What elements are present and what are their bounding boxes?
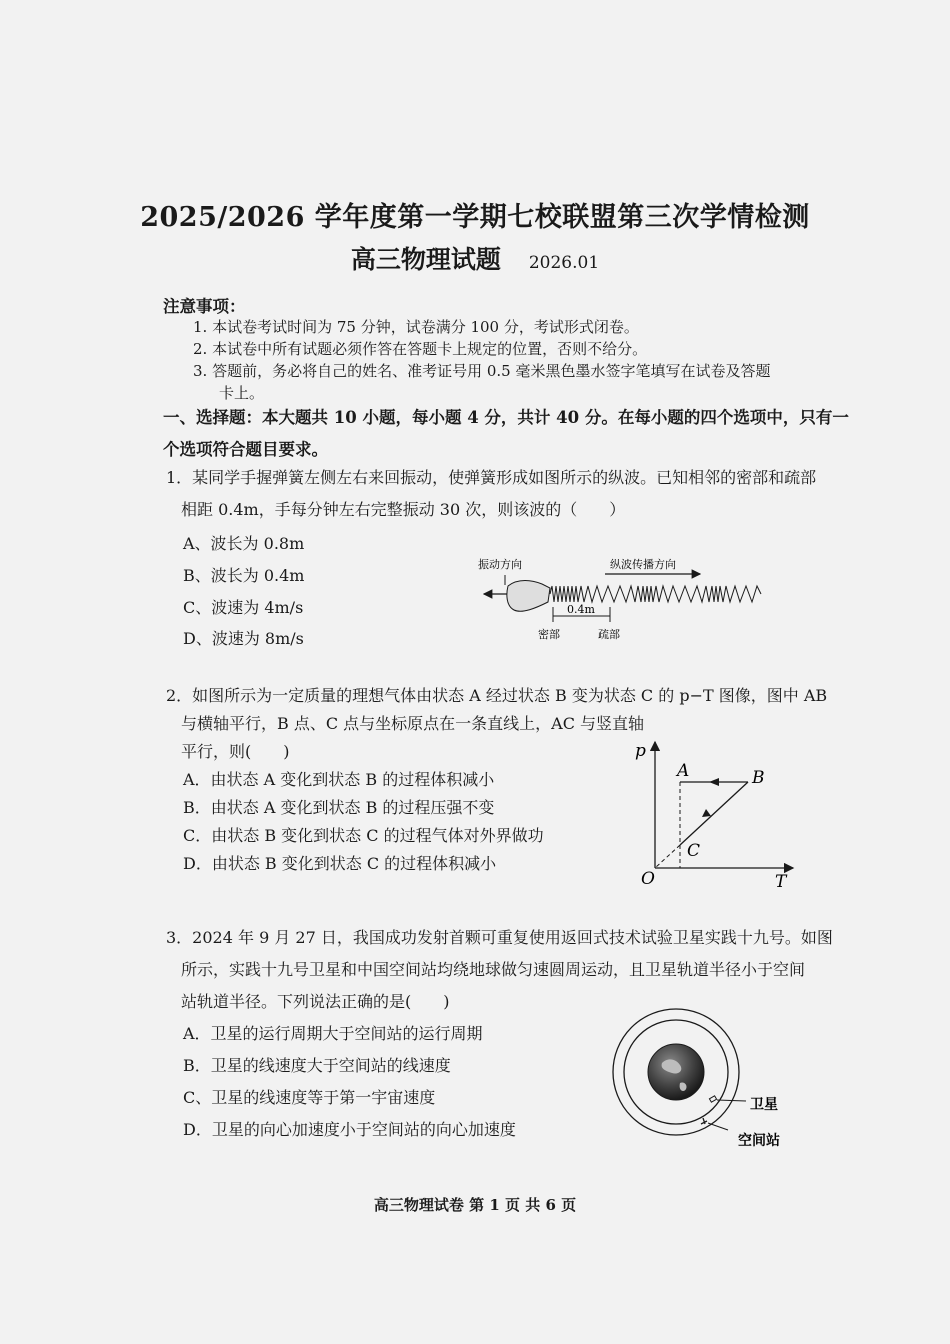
satellite-pointer [717,1100,746,1101]
station-label: 空间站 [738,1133,780,1149]
spring-coil [550,586,761,602]
notice-item: 2. 本试卷中所有试题必须作答在答题卡上规定的位置，否则不给分。 [193,340,648,358]
q1-option-a: A、波长为 0.8m [183,534,305,553]
distance-label: 0.4m [567,603,595,616]
t-axis-label: T [775,872,787,892]
section-heading-cont: 个选项符合题目要求。 [163,440,328,459]
q2-option-b: B．由状态 A 变化到状态 B 的过程压强不变 [183,798,495,817]
notice-item: 1. 本试卷考试时间为 75 分钟，试卷满分 100 分，考试形式闭卷。 [193,318,639,336]
q3-option-b: B．卫星的线速度大于空间站的线速度 [183,1056,451,1075]
q2-pt-graph [625,730,800,895]
q1-option-c: C、波速为 4m/s [183,598,304,617]
q1-option-b: B、波长为 0.4m [183,566,305,585]
space-station-icon [701,1118,707,1124]
point-c-label: C [687,841,701,861]
q1-spring-figure [470,550,780,650]
q3-stem: 3．2024 年 9 月 27 日，我国成功发射首颗可重复使用返回式技术试验卫星实践十九号。如图 [166,928,833,947]
exam-date: 2026.01 [528,253,600,273]
q1-option-d: D、波速为 8m/s [183,629,304,648]
q3-stem-cont: 所示，实践十九号卫星和中国空间站均绕地球做匀速圆周运动，且卫星轨道半径小于空间 [181,960,806,979]
dashed-co [655,845,680,868]
q1-stem: 1．某同学手握弹簧左侧左右来回振动，使弹簧形成如图所示的纵波。已知相邻的密部和疏部 [166,468,817,487]
q3-orbit-figure [610,1005,800,1155]
satellite-label: 卫星 [750,1097,778,1113]
sparse-label: 疏部 [598,628,620,641]
q3-option-c: C、卫星的线速度等于第一宇宙速度 [183,1088,436,1107]
subject-title: 高三物理试题 [350,245,501,274]
q2-stem-cont: 与横轴平行，B 点、C 点与坐标原点在一条直线上，AC 与竖直轴 [181,714,645,733]
origin-label: O [641,869,655,889]
vibration-direction-label: 振动方向 [478,558,522,571]
point-b-label: B [752,768,765,788]
hand-icon [507,581,550,612]
q2-option-d: D．由状态 B 变化到状态 C 的过程体积减小 [183,854,497,873]
segment-bc [680,782,748,845]
p-axis-label: p [635,741,646,761]
station-pointer [708,1123,728,1130]
exam-subtitle [0,240,950,276]
q3-stem-cont: 站轨道半径。下列说法正确的是( ) [181,992,450,1011]
q2-stem: 2．如图所示为一定质量的理想气体由状态 A 经过状态 B 变为状态 C 的 p−T 图像，图中 AB [166,686,828,705]
q2-option-c: C．由状态 B 变化到状态 C 的过程气体对外界做功 [183,826,544,845]
q3-option-d: D．卫星的向心加速度小于空间站的向心加速度 [183,1120,516,1139]
bc-arrow [702,809,711,817]
propagation-direction-label: 纵波传播方向 [610,558,676,571]
section-heading: 一、选择题：本大题共 10 小题，每小题 4 分，共计 40 分。在每小题的四个选项中，只有一 [163,408,849,427]
notice-item: 3. 答题前，务必将自己的姓名、准考证号用 0.5 毫米黑色墨水签字笔填写在试卷及答题 [193,362,771,380]
exam-title: 2025/2026 学年度第一学期七校联盟第三次学情检测 [140,202,810,233]
q1-stem-cont: 相距 0.4m，手每分钟左右完整振动 30 次，则该波的（ ） [181,500,626,519]
q2-stem-cont: 平行，则( ) [181,742,290,761]
dense-label: 密部 [538,628,560,641]
q2-option-a: A．由状态 A 变化到状态 B 的过程体积减小 [183,770,495,789]
ab-arrow [709,778,719,786]
notice-heading: 注意事项： [163,297,246,316]
point-a-label: A [677,761,690,781]
q3-option-a: A．卫星的运行周期大于空间站的运行周期 [183,1024,483,1043]
satellite-icon [709,1096,716,1102]
page-footer: 高三物理试卷 第 1 页 共 6 页 [373,1196,577,1214]
notice-item: 卡上。 [219,384,265,402]
